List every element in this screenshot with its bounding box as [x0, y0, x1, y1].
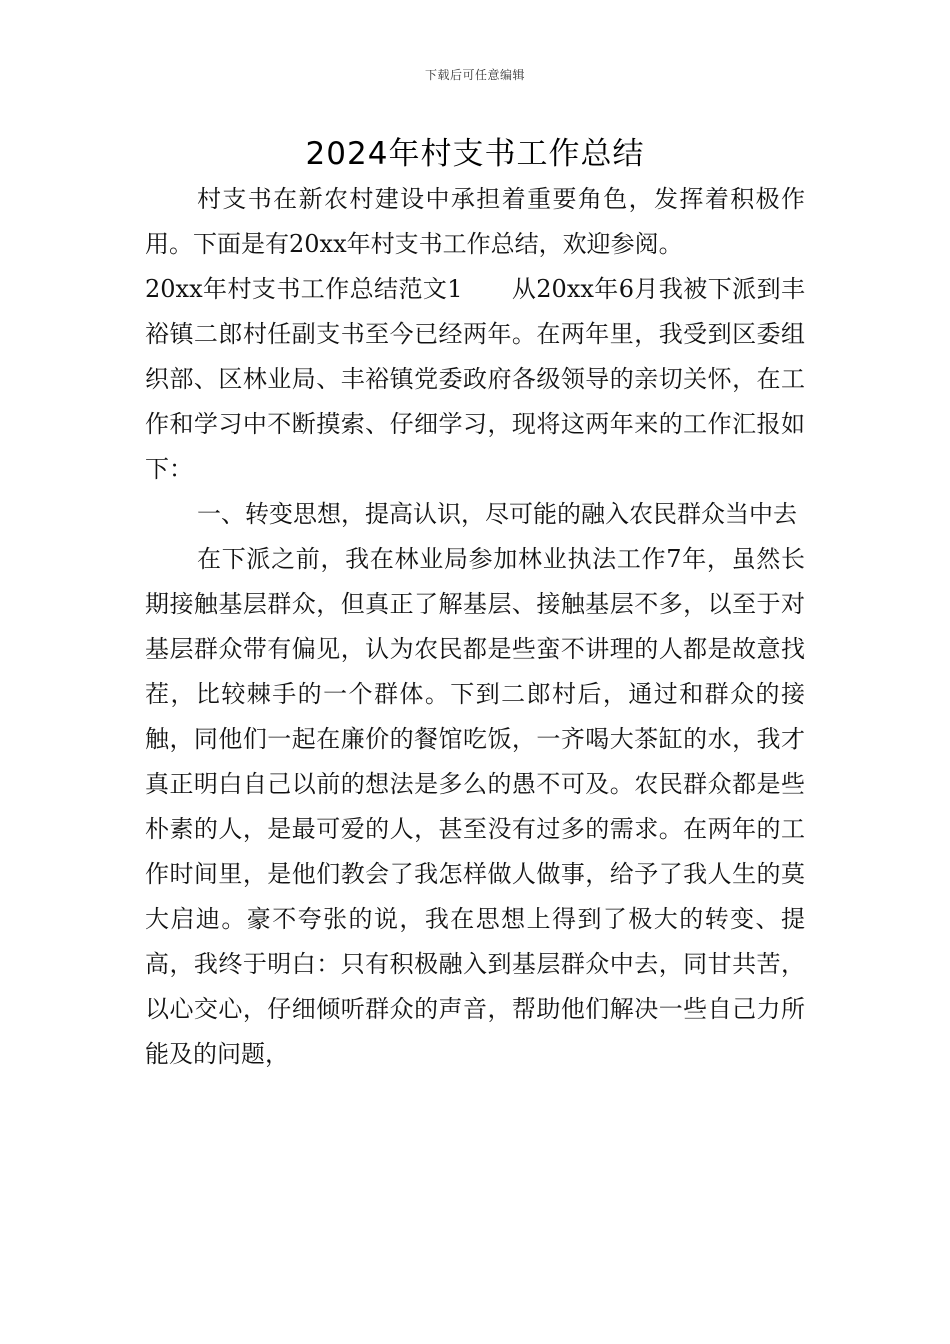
- section-heading-1: 一、转变思想，提高认识，尽可能的融入农民群众当中去: [197, 500, 797, 528]
- paragraph-sample-heading: 20xx年村支书工作总结范文1 从20xx年6月我被下派到丰裕镇二郎村任副支书至今已经两年。在两年里，我受到区委组织部、区林业局、丰裕镇党委政府各级领导的亲切关怀，在工作和学习中不断摸索、仔细学习，现将这两年来的工作汇报如下：: [145, 275, 805, 483]
- paragraph-section-1: 在下派之前，我在林业局参加林业执法工作7年，虽然长期接触基层群众，但真正了解基层、接触基层不多，以至于对基层群众带有偏见，认为农民都是些蛮不讲理的人都是故意找茬，比较棘手的一个群体。下到二郎村后，通过和群众的接触，同他们一起在廉价的餐馆吃饭，一齐喝大茶缸的水，我才真正明白自己以前的想法是多么的愚不可及。农民群众都是些朴素的人，是最可爱的人，甚至没有过多的需求。在两年的工作时间里，是他们教会了我怎样做人做事，给予了我人生的莫大启迪。豪不夸张的说，我在思想上得到了极大的转变、提高，我终于明白：只有积极融入到基层群众中去，同甘共苦，以心交心，仔细倾听群众的声音，帮助他们解决一些自己力所能及的问题，: [145, 545, 805, 1068]
- paragraph-intro: 村支书在新农村建设中承担着重要角色，发挥着积极作用。下面是有20xx年村支书工作总结，欢迎参阅。: [145, 185, 805, 258]
- document-title: 2024年村支书工作总结: [305, 136, 645, 172]
- document-body: [145, 177, 805, 1077]
- page-header-note: 下载后可任意编辑: [424, 68, 525, 82]
